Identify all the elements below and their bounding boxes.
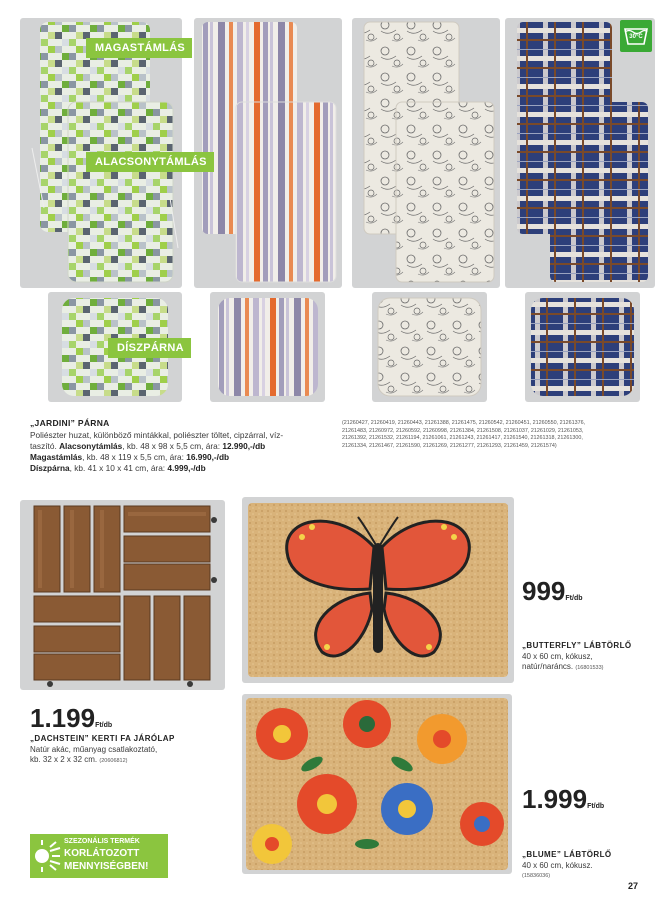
jardini-line2 — [30, 441, 340, 452]
jardini-magas-size: , kb. 48 x 119 x 5,5 cm, ára: — [82, 452, 187, 462]
dachstein-line1: Natúr akác, műanyag csatlakoztató, — [30, 745, 158, 754]
dachstein-description — [30, 745, 230, 766]
jardini-magas-label: Magastámlás — [30, 452, 83, 462]
badge-line3: MENNYISÉGBEN! — [64, 861, 149, 872]
blume-code: (15836036) — [522, 873, 551, 879]
dachstein-tile-photo — [20, 500, 225, 690]
jardini-disz-label: Díszpárna — [30, 463, 70, 473]
jardini-product-codes — [342, 420, 662, 450]
diszparna-photo-stripes — [210, 292, 325, 402]
jardini-description — [30, 430, 340, 474]
label-magastamlas: MAGASTÁMLÁS — [86, 38, 192, 58]
seasonal-badge — [30, 834, 168, 878]
butterfly-mat-photo — [242, 497, 514, 683]
dachstein-title: „DACHSTEIN” KERTI FA JÁRÓLAP — [30, 734, 175, 743]
butterfly-line2 — [522, 662, 662, 673]
jardini-alacsony-size: , kb. 48 x 98 x 5,5 cm, ára: — [122, 441, 223, 451]
dachstein-price-value: 1.199 — [30, 703, 96, 733]
blume-price-value: 1.999 — [522, 784, 588, 814]
dachstein-line2 — [30, 755, 230, 766]
page-number: 27 — [628, 881, 639, 891]
jardini-line3 — [30, 452, 340, 463]
badge-line2: KORLÁTOZOTT — [64, 848, 140, 859]
blume-line1: 40 x 60 cm, kókusz. — [522, 861, 593, 870]
jardini-title: „JARDINI” PÁRNA — [30, 418, 110, 428]
blume-price — [522, 784, 604, 815]
blume-description — [522, 861, 662, 881]
label-alacsonytamlas: ALACSONYTÁMLÁS — [86, 152, 214, 172]
jardini-disz-size: , kb. 41 x 10 x 41 cm, ára: — [69, 463, 168, 473]
jardini-magas-price: 16.990,-/db — [186, 452, 230, 462]
butterfly-code: (16801533) — [575, 665, 604, 671]
butterfly-price-unit: Ft/db — [565, 595, 583, 602]
jardini-line1: Poliészter huzat, különböző mintákkal, poliészter töltet, cipzárral, víz- — [30, 430, 284, 440]
butterfly-price — [522, 576, 583, 607]
magastamlas-photo-plaid — [505, 18, 655, 288]
blume-price-unit: Ft/db — [587, 803, 605, 810]
jardini-line4 — [30, 463, 340, 474]
jardini-alacsony-label: Alacsonytámlás — [59, 441, 123, 451]
wash-30-icon — [620, 20, 652, 52]
dachstein-code: (20606812) — [99, 758, 128, 764]
jardini-disz-price: 4.999,-/db — [167, 463, 206, 473]
dachstein-price-unit: Ft/db — [95, 722, 113, 729]
badge-line1: SZEZONÁLIS TERMÉK — [64, 838, 140, 845]
jardini-codes-line: (21260427, 21260419, 21260443, 21261388, 21261475, 21260542, 21260451, 21260550, 21261376, — [342, 420, 586, 426]
butterfly-price-value: 999 — [522, 576, 566, 606]
diszparna-photo-floral — [372, 292, 487, 402]
blume-title: „BLUME” LÁBTÖRLŐ — [522, 850, 612, 859]
dachstein-price — [30, 703, 112, 734]
butterfly-line1: 40 x 60 cm, kókusz, — [522, 652, 593, 661]
butterfly-color: natúr/naráncs. — [522, 662, 574, 671]
label-diszparna: DÍSZPÁRNA — [108, 338, 191, 358]
diszparna-photo-plaid — [525, 292, 640, 402]
wash-temp-label: 30°C — [629, 34, 643, 40]
jardini-codes-line: 21261392, 21261532, 21261194, 21261061, 21261243, 21261417, 21261540, 21261318, 21261300, — [342, 435, 583, 442]
butterfly-description — [522, 652, 662, 673]
jardini-line2-prefix: taszító. — [30, 441, 60, 451]
jardini-codes-line: 21261334, 21261467, 21261590, 21261269, 21261277, 21261293, 21261459, 21261574) — [342, 442, 557, 449]
blume-mat-photo — [242, 694, 512, 874]
jardini-alacsony-price: 12.990,-/db — [222, 441, 266, 451]
magastamlas-photo-floral — [352, 18, 500, 288]
jardini-codes-line: 21261483, 21260972, 21260592, 21260998, 21261384, 21261508, 21261037, 21261029, 21261053, — [342, 427, 584, 434]
dachstein-size: kb. 32 x 2 x 32 cm. — [30, 755, 98, 764]
butterfly-title: „BUTTERFLY” LÁBTÖRLŐ — [522, 641, 632, 650]
magastamlas-photo-stripes — [194, 18, 342, 288]
